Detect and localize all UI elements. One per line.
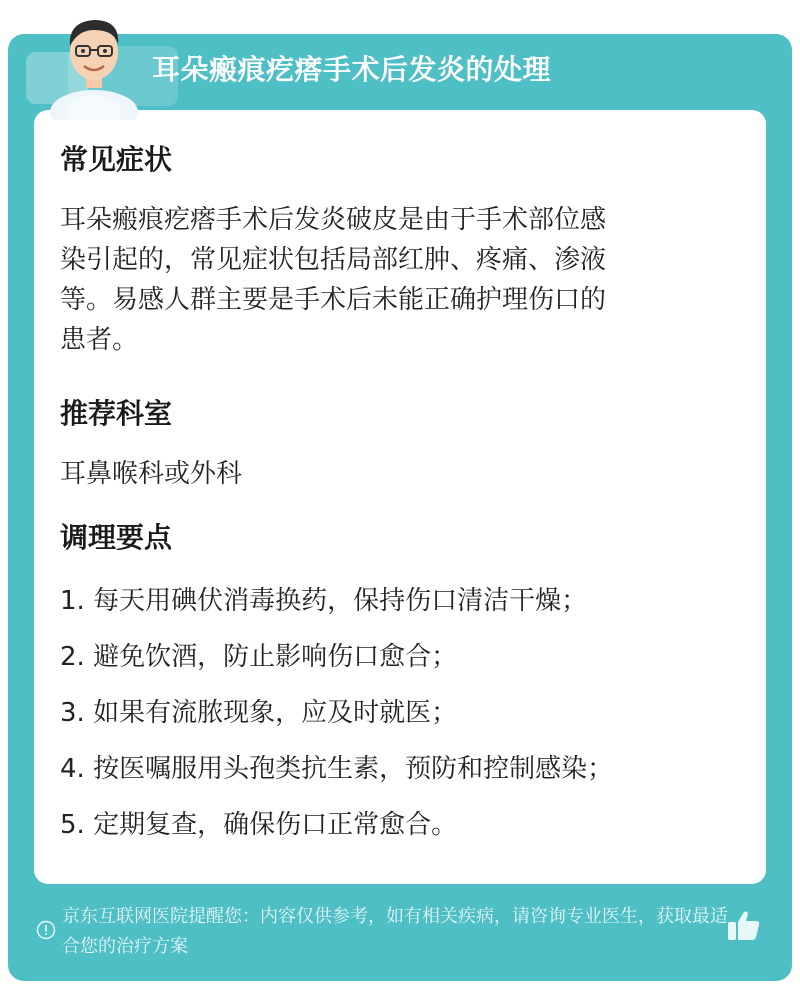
list-item: 3. 如果有流脓现象，应及时就医； (60, 698, 458, 728)
article-card (8, 34, 792, 981)
thumbs-up-icon[interactable] (724, 906, 764, 946)
content-panel (34, 110, 766, 884)
list-item: 5. 定期复查，确保伤口正常愈合。 (60, 810, 458, 840)
department-text: 耳鼻喉科或外科 (60, 459, 243, 489)
info-icon (36, 920, 56, 940)
section-title-care: 调理要点 (60, 521, 173, 554)
doctor-avatar (38, 8, 150, 120)
section-title-symptoms: 常见症状 (60, 143, 173, 176)
text-line: 染引起的，常见症状包括局部红肿、疼痛、渗液 (60, 245, 607, 275)
page-title: 耳朵瘢痕疙瘩手术后发炎的处理 (152, 53, 552, 86)
list-item: 2. 避免饮酒，防止影响伤口愈合； (60, 642, 458, 672)
disclaimer-text: 京东互联网医院提醒您：内容仅供参考，如有相关疾病，请咨询专业医生，获取最适合您的治疗方案 (62, 906, 728, 957)
text-line: 等。易感人群主要是手术后未能正确护理伤口的 (60, 285, 607, 315)
text-line: 耳朵瘢痕疙瘩手术后发炎破皮是由于手术部位感 (60, 205, 607, 235)
list-item: 1. 每天用碘伏消毒换药，保持伤口清洁干燥； (60, 586, 588, 616)
section-title-department: 推荐科室 (60, 397, 173, 430)
text-line: 患者。 (60, 325, 139, 355)
symptoms-text (60, 200, 730, 360)
list-item: 4. 按医嘱服用头孢类抗生素，预防和控制感染； (60, 754, 614, 784)
